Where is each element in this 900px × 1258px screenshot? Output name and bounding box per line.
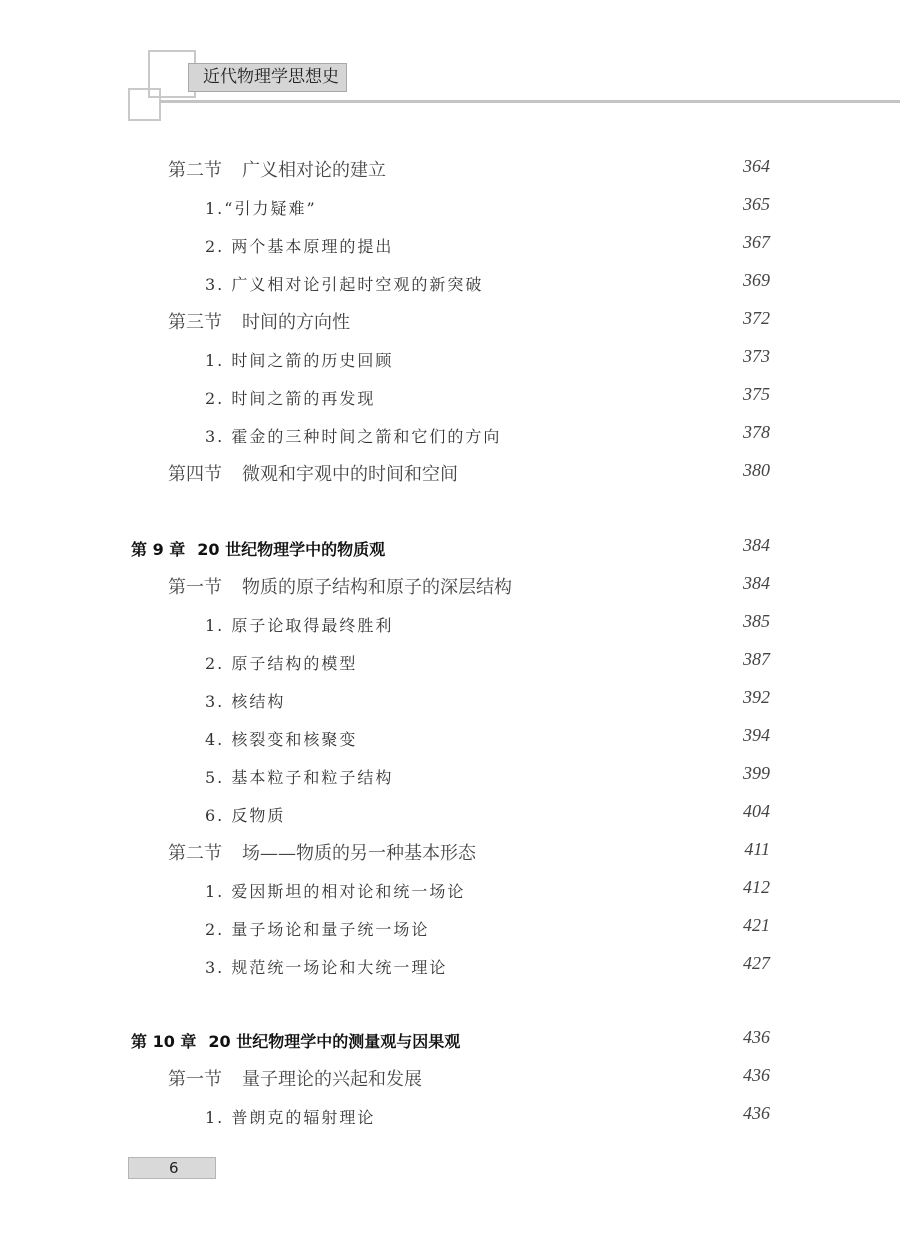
toc-page-number: 421 [743,915,770,935]
toc-page-number: 367 [743,232,770,252]
toc-item-label [205,386,375,409]
toc-item-title: 3. 规范统一场论和大统一理论 [205,958,448,977]
toc-item-row [0,346,900,382]
toc-section-row [0,156,900,192]
toc-section-title: 场——物质的另一种基本形态 [242,843,476,864]
toc-section-label [168,460,458,486]
toc-page-number: 387 [743,649,770,669]
toc-item-title: 1.“引力疑难” [205,199,317,218]
toc-page-number: 384 [743,535,770,555]
toc-page-number: 392 [743,687,770,707]
toc-item-label [205,765,393,788]
toc-page-number: 411 [744,839,770,859]
toc-chapter-label [131,1029,460,1052]
toc-page-number: 399 [743,763,770,783]
toc-page-number: 373 [743,346,770,366]
toc-page-number: 436 [743,1065,770,1085]
toc-item-title: 4. 核裂变和核聚变 [205,730,358,749]
toc-item-row [0,270,900,306]
toc-section-title: 物质的原子结构和原子的深层结构 [242,577,512,598]
toc-chapter-label [131,537,385,560]
toc-item-row [0,763,900,799]
header-rule [160,100,900,103]
toc-chapter-number: 第 10 章 [131,1032,197,1051]
toc-item-label [205,955,447,978]
toc-section-label [168,308,350,334]
toc-section-row [0,308,900,344]
toc-page-number: 404 [743,801,770,821]
toc-page-number: 385 [743,611,770,631]
toc-item-title: 1. 普朗克的辐射理论 [205,1108,376,1127]
toc-section-title: 微观和宇观中的时间和空间 [242,464,458,485]
toc-section-number: 第一节 [168,1069,222,1090]
toc-page-number: 365 [743,194,770,214]
toc-item-row [0,1103,900,1139]
toc-item-title: 1. 时间之箭的历史回顾 [205,351,394,370]
toc-item-label [205,196,317,219]
toc-section-number: 第一节 [168,577,222,598]
toc-item-title: 6. 反物质 [205,806,286,825]
toc-item-title: 5. 基本粒子和粒子结构 [205,768,394,787]
toc-item-title: 2. 量子场论和量子统一场论 [205,920,430,939]
toc-section-label [168,1065,422,1091]
toc-section-title: 量子理论的兴起和发展 [242,1069,422,1090]
toc-item-label [205,727,357,750]
toc-item-label [205,651,357,674]
toc-item-row [0,801,900,837]
toc-page-number: 375 [743,384,770,404]
toc-item-row [0,725,900,761]
toc-page-number: 436 [743,1103,770,1123]
toc-item-title: 3. 广义相对论引起时空观的新突破 [205,275,484,294]
toc-section-number: 第二节 [168,160,222,181]
toc-page-number: 427 [743,953,770,973]
toc-section-label [168,156,386,182]
toc-item-label [205,689,285,712]
toc-page-number: 436 [743,1027,770,1047]
toc-page-number: 369 [743,270,770,290]
toc-item-label [205,1105,375,1128]
toc-item-row [0,915,900,951]
toc-section-number: 第二节 [168,843,222,864]
toc-item-label [205,879,465,902]
toc-section-title: 时间的方向性 [242,312,350,333]
toc-item-label [205,613,393,636]
toc-page-number: 394 [743,725,770,745]
toc-item-row [0,877,900,913]
page-number: 6 [128,1157,216,1179]
toc-page-number: 378 [743,422,770,442]
toc-section-label [168,839,476,865]
toc-item-row [0,687,900,723]
toc-section-number: 第三节 [168,312,222,333]
toc-item-row [0,953,900,989]
toc-chapter-number: 第 9 章 [131,540,186,559]
toc-page-number: 364 [743,156,770,176]
toc-item-row [0,422,900,458]
toc-section-label [168,573,512,599]
toc-item-row [0,384,900,420]
toc-item-row [0,649,900,685]
header-decoration-square-small [128,88,161,121]
toc-item-row [0,194,900,230]
toc-item-title: 3. 霍金的三种时间之箭和它们的方向 [205,427,502,446]
toc-item-row [0,611,900,647]
toc-item-label [205,272,483,295]
toc-page-number: 412 [743,877,770,897]
toc-item-label [205,917,429,940]
toc-item-title: 1. 原子论取得最终胜利 [205,616,394,635]
toc-item-label [205,803,285,826]
toc-section-number: 第四节 [168,464,222,485]
toc-chapter-title: 20 世纪物理学中的测量观与因果观 [208,1032,461,1051]
toc-chapter-row [0,535,900,571]
toc-section-row [0,839,900,875]
toc-page-number: 384 [743,573,770,593]
toc-section-row [0,573,900,609]
toc-item-title: 2. 原子结构的模型 [205,654,358,673]
toc-page-number: 372 [743,308,770,328]
toc-section-title: 广义相对论的建立 [242,160,386,181]
toc-item-label [205,234,393,257]
toc-page-number: 380 [743,460,770,480]
toc-item-title: 2. 时间之箭的再发现 [205,389,376,408]
toc-item-title: 2. 两个基本原理的提出 [205,237,394,256]
toc-section-row [0,460,900,496]
toc-item-title: 1. 爱因斯坦的相对论和统一场论 [205,882,466,901]
toc-item-title: 3. 核结构 [205,692,286,711]
running-head-book-title: 近代物理学思想史 [188,63,347,92]
toc-chapter-row [0,1027,900,1063]
toc-section-row [0,1065,900,1101]
toc-item-label [205,424,501,447]
toc-item-row [0,232,900,268]
toc-chapter-title: 20 世纪物理学中的物质观 [197,540,386,559]
toc-item-label [205,348,393,371]
